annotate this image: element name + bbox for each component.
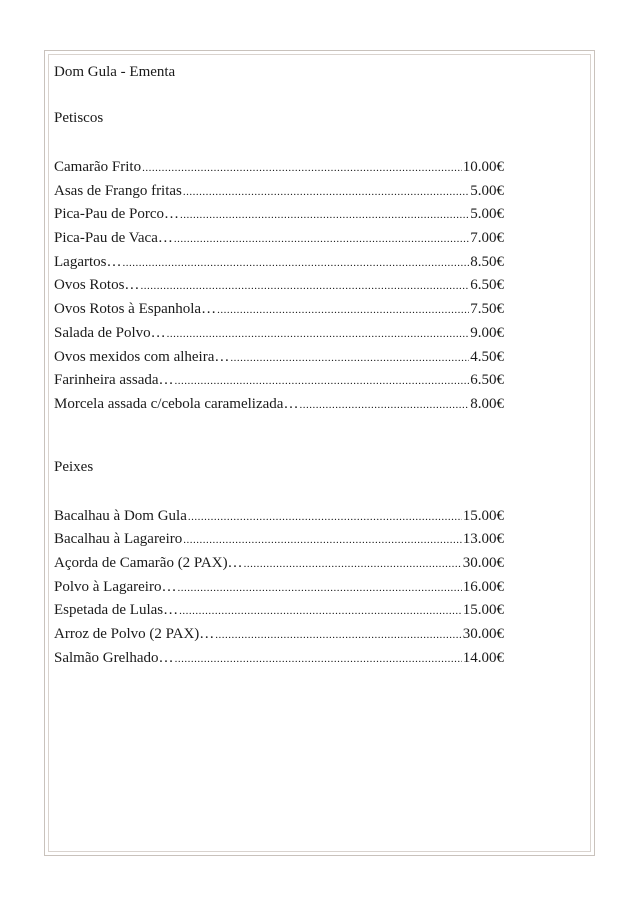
menu-list-peixes	[54, 505, 504, 671]
menu-list-petiscos	[54, 156, 504, 417]
dot-leader	[167, 323, 470, 347]
item-name: Arroz de Polvo (2 PAX)…	[54, 626, 215, 642]
item-name: Camarão Frito	[54, 159, 142, 175]
item-name: Asas de Frango fritas	[54, 182, 182, 199]
item-price: 16.00€	[462, 578, 504, 595]
menu-item	[54, 576, 504, 600]
item-name: Açorda de Camarão (2 PAX)…	[54, 554, 243, 571]
item-name: Morcela assada c/cebola caramelizada…	[54, 395, 299, 412]
menu-item	[54, 298, 504, 322]
dot-leader	[217, 299, 469, 323]
item-name: Ovos mexidos com alheira…	[54, 348, 230, 365]
dot-leader	[244, 553, 462, 577]
item-price: 7.50€	[470, 301, 504, 318]
item-name: Pica-Pau de Porco…	[54, 206, 179, 223]
dot-leader	[174, 228, 469, 252]
menu-item	[54, 623, 504, 647]
menu-item	[54, 180, 504, 204]
item-price: 15.00€	[462, 602, 504, 619]
item-name: Farinheira assada…	[54, 372, 174, 389]
menu-item	[54, 322, 504, 346]
document-title: Dom Gula - Ementa	[54, 64, 176, 80]
item-name: Espetada de Lulas…	[54, 602, 179, 619]
menu-item	[54, 274, 504, 298]
menu-item	[54, 227, 504, 251]
item-name: Salmão Grelhado…	[54, 649, 174, 666]
section-heading: Petiscos	[54, 110, 104, 126]
item-price: 8.00€	[470, 395, 504, 412]
item-name: Lagartos…	[54, 253, 122, 270]
section-peixes	[54, 455, 504, 671]
dot-leader	[122, 252, 469, 276]
item-price: 5.00€	[470, 182, 504, 199]
item-name: Ovos Rotos à Espanhola…	[54, 301, 217, 318]
menu-item	[54, 552, 504, 576]
menu-item	[54, 393, 504, 417]
menu-item	[54, 599, 504, 623]
menu-item	[54, 251, 504, 275]
dot-leader	[175, 648, 462, 672]
item-price: 13.00€	[462, 531, 504, 548]
item-name: Ovos Rotos…	[54, 277, 140, 294]
item-price: 30.00€	[462, 626, 504, 642]
item-price: 6.50€	[470, 372, 504, 389]
dot-leader	[179, 600, 462, 624]
item-name: Salada de Polvo…	[54, 324, 166, 341]
item-price: 4.50€	[470, 348, 504, 365]
dot-leader	[230, 347, 469, 371]
item-price: 7.00€	[470, 230, 504, 247]
item-price: 30.00€	[462, 554, 504, 571]
menu-item	[54, 647, 504, 671]
dot-leader	[215, 624, 461, 648]
dot-leader	[175, 370, 470, 394]
menu-item	[54, 346, 504, 370]
item-price: 9.00€	[470, 324, 504, 341]
item-name: Pica-Pau de Vaca…	[54, 230, 173, 247]
dot-leader	[180, 204, 469, 228]
dot-leader	[183, 529, 461, 553]
menu-document	[54, 60, 504, 670]
menu-item	[54, 203, 504, 227]
section-petiscos	[54, 106, 504, 417]
menu-item	[54, 505, 504, 529]
section-heading: Peixes	[54, 458, 94, 475]
item-price: 6.50€	[470, 277, 504, 294]
item-price: 14.00€	[462, 649, 504, 666]
dot-leader	[188, 506, 462, 530]
dot-leader	[183, 181, 469, 205]
item-name: Polvo à Lagareiro…	[54, 578, 177, 595]
item-name: Bacalhau à Lagareiro	[54, 531, 183, 548]
menu-item	[54, 369, 504, 393]
dot-leader	[299, 394, 469, 418]
item-price: 5.00€	[470, 206, 504, 223]
item-name: Bacalhau à Dom Gula	[54, 507, 187, 524]
dot-leader	[140, 275, 469, 299]
dot-leader	[142, 157, 462, 181]
item-price: 10.00€	[462, 159, 504, 175]
menu-item	[54, 528, 504, 552]
menu-item	[54, 156, 504, 180]
item-price: 8.50€	[470, 253, 504, 270]
dot-leader	[177, 577, 461, 601]
item-price: 15.00€	[462, 507, 504, 524]
